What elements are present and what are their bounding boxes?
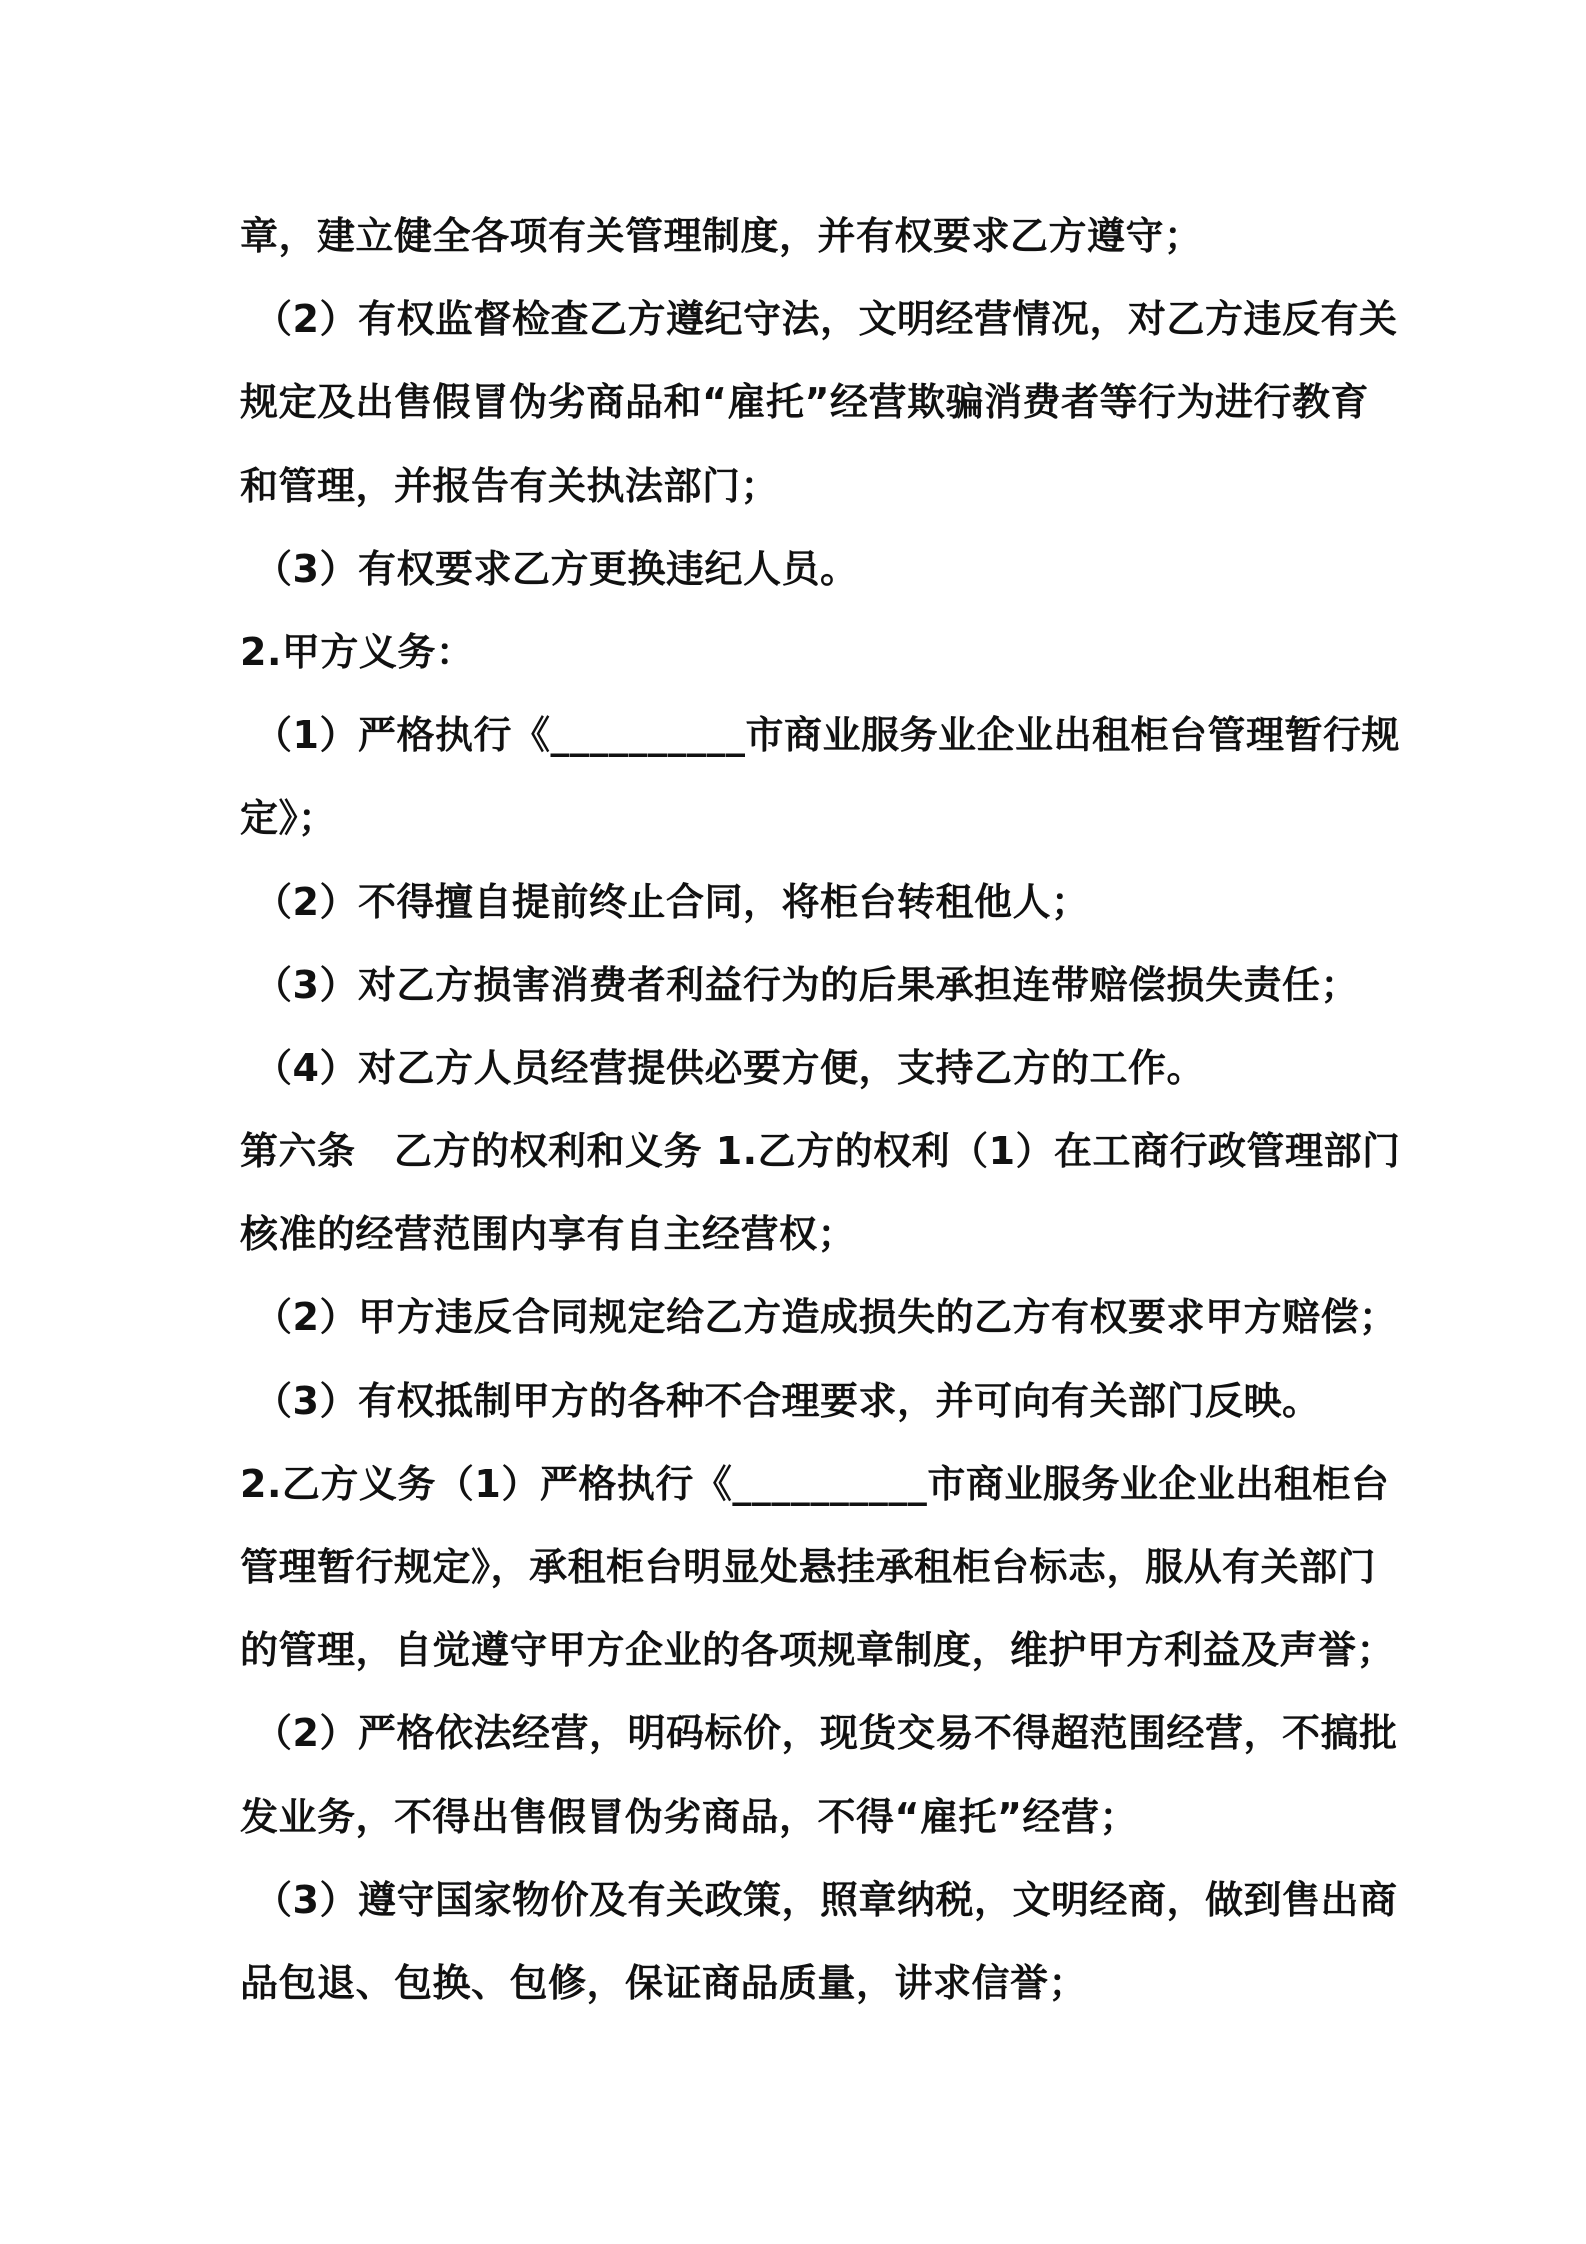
text-line: 规定及出售假冒伪劣商品和“雇托”经营欺骗消费者等行为进行教育 — [240, 380, 1369, 425]
text-line: （2）严格依法经营，明码标价，现货交易不得超范围经营，不搞批 — [254, 1711, 1398, 1756]
document-body — [240, 195, 1401, 2025]
text-line: 定》； — [240, 796, 337, 841]
text-line: 2.甲方义务： — [240, 629, 475, 674]
text-line: 和管理，并报告有关执法部门； — [240, 463, 780, 508]
text-line: 发业务，不得出售假冒伪劣商品，不得“雇托”经营； — [240, 1794, 1138, 1839]
text-line: （3）有权抵制甲方的各种不合理要求，并可向有关部门反映。 — [254, 1378, 1321, 1423]
text-line: 核准的经营范围内享有自主经营权； — [240, 1212, 857, 1257]
text-line: 2.乙方义务（1）严格执行《__________市商业服务业企业出租柜台 — [240, 1461, 1390, 1506]
text-line: 管理暂行规定》，承租柜台明显处悬挂承租柜台标志，服从有关部门 — [240, 1545, 1377, 1589]
text-line: 章，建立健全各项有关管理制度，并有权要求乙方遵守； — [240, 214, 1203, 258]
text-line: （3）对乙方损害消费者利益行为的后果承担连带赔偿损失责任； — [254, 962, 1359, 1007]
text-line: 第六条 乙方的权利和义务 1.乙方的权利（1）在工商行政管理部门 — [240, 1129, 1401, 1174]
text-line: （2）不得擅自提前终止合同，将柜台转租他人； — [254, 879, 1090, 924]
text-line: （3）有权要求乙方更换违纪人员。 — [254, 546, 859, 591]
text-line: 的管理，自觉遵守甲方企业的各项规章制度，维护甲方利益及声誉； — [240, 1628, 1396, 1673]
text-line: （4）对乙方人员经营提供必要方便，支持乙方的工作。 — [254, 1045, 1205, 1090]
text-line: （2）甲方违反合同规定给乙方造成损失的乙方有权要求甲方赔偿； — [254, 1295, 1398, 1340]
text-line: （3）遵守国家物价及有关政策，照章纳税，文明经商，做到售出商 — [254, 1877, 1398, 1922]
text-line: （1）严格执行《__________市商业服务业企业出租柜台管理暂行规 — [254, 713, 1400, 758]
text-line: （2）有权监督检查乙方遵纪守法，文明经营情况，对乙方违反有关 — [254, 297, 1398, 342]
text-line: 品包退、包换、包修，保证商品质量，讲求信誉； — [240, 1960, 1088, 2005]
